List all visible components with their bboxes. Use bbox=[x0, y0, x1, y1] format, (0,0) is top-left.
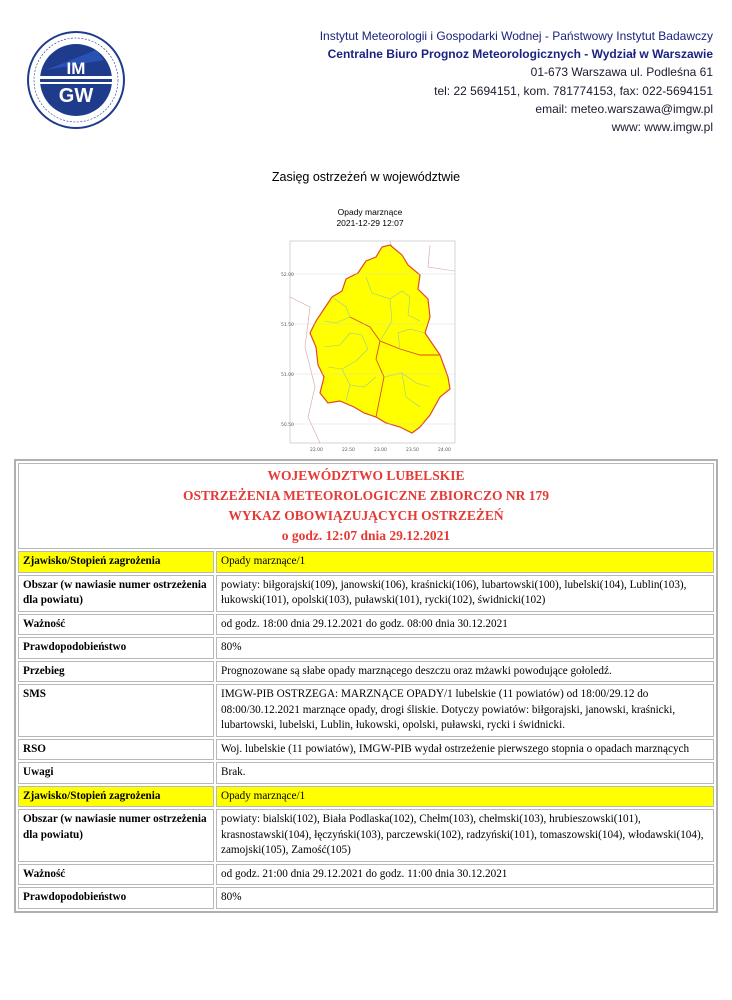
field-label: Uwagi bbox=[18, 762, 214, 784]
field-value: od godz. 21:00 dnia 29.12.2021 do godz. 11:00 dnia 30.12.2021 bbox=[216, 864, 714, 886]
warning-course-row bbox=[18, 661, 714, 683]
field-label: Obszar (w nawiasie numer ostrzeżenia dla powiatu) bbox=[18, 575, 214, 612]
field-value: Opady marznące/1 bbox=[216, 786, 714, 808]
warning-phenomenon-row bbox=[18, 551, 714, 573]
field-value: 80% bbox=[216, 637, 714, 659]
warning-validity-row bbox=[18, 864, 714, 886]
report-title-list: WYKAZ OBOWIĄZUJĄCYCH OSTRZEŻEŃ bbox=[228, 508, 504, 523]
report-title bbox=[18, 463, 714, 549]
imgw-logo bbox=[26, 30, 126, 130]
warning-probability-row bbox=[18, 637, 714, 659]
institute-name: Instytut Meteorologii i Gospodarki Wodnej - Państwowy Instytut Badawczy bbox=[319, 29, 713, 43]
email[interactable]: email: meteo.warszawa@imgw.pl bbox=[535, 101, 713, 116]
warning-map-graphic bbox=[280, 237, 460, 459]
field-label: Ważność bbox=[18, 614, 214, 636]
svg-text:IM: IM bbox=[66, 59, 86, 78]
field-label: Przebieg bbox=[18, 661, 214, 683]
lat-label: 51.00 bbox=[281, 373, 294, 378]
warning-rso-row bbox=[18, 739, 714, 761]
lon-label: 22.50 bbox=[342, 448, 355, 453]
field-value: Prognozowane są słabe opady marznącego deszczu oraz mżawki powodujące gołoledź. bbox=[216, 661, 714, 683]
lat-label: 52.00 bbox=[281, 273, 294, 278]
warning-area-row bbox=[18, 575, 714, 612]
svg-text:GW: GW bbox=[58, 85, 94, 107]
field-value: Woj. lubelskie (11 powiatów), IMGW-PIB wydał ostrzeżenie pierwszego stopnia o opadach marznących bbox=[216, 739, 714, 761]
report-title-time: o godz. 12:07 dnia 29.12.2021 bbox=[281, 528, 451, 543]
map-caption-date: 2021-12-29 12:07 bbox=[336, 218, 404, 228]
warning-phenomenon-row bbox=[18, 786, 714, 808]
field-label: Zjawisko/Stopień zagrożenia bbox=[18, 786, 214, 808]
field-value: powiaty: bialski(102), Biała Podlaska(102), Chełm(103), chełmski(103), hrubieszowski(101), krasnostawski(104), łęczyński(103), parczewski(102), radzyński(101), tomaszowski(104), włodawski(104), zamojski(105), Zamość(105) bbox=[216, 809, 714, 862]
lon-label: 24.00 bbox=[438, 448, 451, 453]
field-label: Ważność bbox=[18, 864, 214, 886]
office-name: Centralne Biuro Prognoz Meteorologicznych - Wydział w Warszawie bbox=[327, 47, 713, 62]
website[interactable]: www: www.imgw.pl bbox=[611, 120, 713, 135]
field-value: IMGW-PIB OSTRZEGA: MARZNĄCE OPADY/1 lubelskie (11 powiatów) od 18:00/29.12 do 08:00/30.12.2021 marznące opady, drogi śliskie. Dotyczy powiatów: biłgorajski, janowski, kraśnicki, lubartowski, lubelski, Lublin, łukowski, opolski, puławski, rycki i świdnicki. bbox=[216, 684, 714, 737]
field-value: Opady marznące/1 bbox=[216, 551, 714, 573]
imgw-logo-graphic bbox=[26, 30, 126, 130]
warning-area-row bbox=[18, 809, 714, 862]
warning-validity-row bbox=[18, 614, 714, 636]
report-title-row bbox=[18, 463, 714, 549]
phone: tel: 22 5694151, kom. 781774153, fax: 022-5694151 bbox=[434, 83, 713, 98]
field-label: SMS bbox=[18, 684, 214, 737]
report-title-number: OSTRZEŻENIA METEOROLOGICZNE ZBIORCZO NR 179 bbox=[182, 488, 550, 503]
warnings-table bbox=[16, 461, 716, 911]
map-caption bbox=[270, 207, 470, 229]
field-value: od godz. 18:00 dnia 29.12.2021 do godz. 08:00 dnia 30.12.2021 bbox=[216, 614, 714, 636]
lat-label: 50.50 bbox=[281, 423, 294, 428]
field-label: Prawdopodobieństwo bbox=[18, 887, 214, 909]
lat-label: 51.50 bbox=[281, 323, 294, 328]
lon-label: 22.00 bbox=[310, 448, 323, 453]
institute-header bbox=[320, 27, 713, 136]
warning-map bbox=[280, 237, 460, 459]
warnings-report bbox=[14, 459, 718, 913]
map-caption-title: Opady marznące bbox=[337, 207, 403, 217]
field-label: RSO bbox=[18, 739, 214, 761]
warning-notes-row bbox=[18, 762, 714, 784]
field-value: powiaty: biłgorajski(109), janowski(106), kraśnicki(106), lubartowski(100), lubelski(104), Lublin(103), łukowski(101), opolski(103), puławski(101), rycki(102), świdnicki(102) bbox=[216, 575, 714, 612]
section-title: Zasięg ostrzeżeń w województwie bbox=[271, 170, 461, 184]
field-label: Obszar (w nawiasie numer ostrzeżenia dla powiatu) bbox=[18, 809, 214, 862]
warning-probability-row bbox=[18, 887, 714, 909]
report-title-region: WOJEWÓDZTWO LUBELSKIE bbox=[267, 468, 465, 483]
lon-label: 23.00 bbox=[374, 448, 387, 453]
warning-sms-row bbox=[18, 684, 714, 737]
field-label: Zjawisko/Stopień zagrożenia bbox=[18, 551, 214, 573]
field-label: Prawdopodobieństwo bbox=[18, 637, 214, 659]
field-value: 80% bbox=[216, 887, 714, 909]
lon-label: 23.50 bbox=[406, 448, 419, 453]
address: 01-673 Warszawa ul. Podleśna 61 bbox=[530, 65, 713, 80]
field-value: Brak. bbox=[216, 762, 714, 784]
